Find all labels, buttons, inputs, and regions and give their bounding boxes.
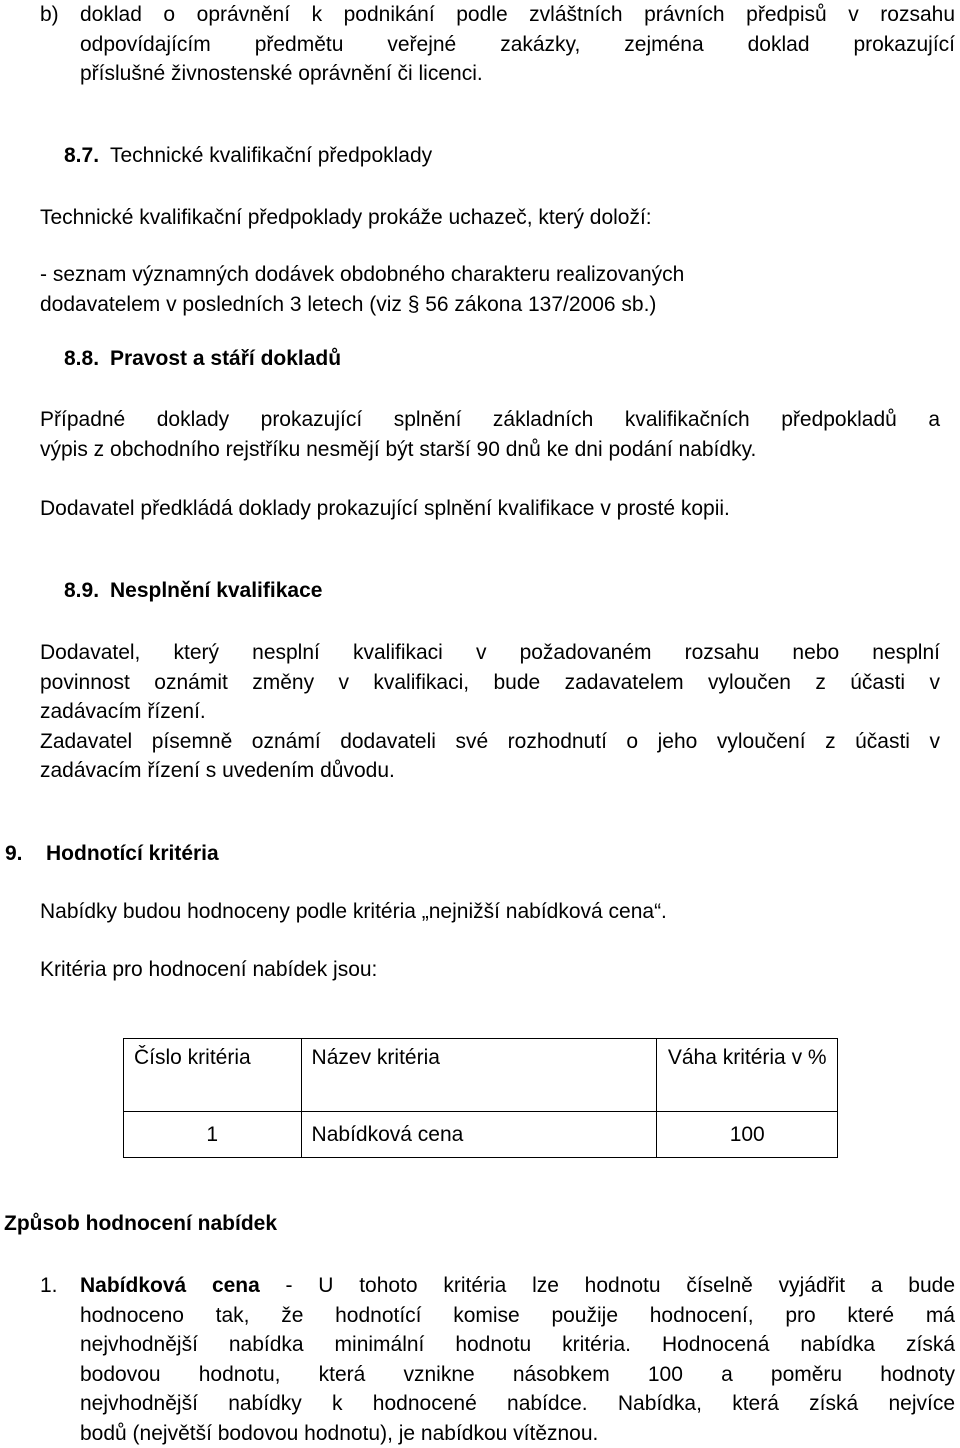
criteria-table — [123, 1038, 838, 1158]
section-number: 8.8. — [64, 347, 100, 370]
paragraph-line: Dodavatel, který nesplní kvalifikaci v požadovaném rozsahu nebo nesplní — [40, 641, 940, 664]
section-title: Hodnotící kritéria — [46, 842, 219, 865]
header-weight: Váha kritéria v % — [667, 1046, 827, 1069]
paragraph-line: zadávacím řízení. — [40, 700, 206, 723]
paragraph-line: výpis z obchodního rejstříku nesmějí být starší 90 dnů ke dni podání nabídky. — [40, 437, 757, 461]
item-b-line: příslušné živnostenské oprávnění či licenci. — [80, 62, 483, 85]
section-8-8-heading — [64, 347, 341, 371]
item-b-text — [80, 0, 955, 89]
paragraph-line: bodovou hodnotu, která vznikne násobkem 100 a poměru hodnoty — [80, 1362, 955, 1386]
evaluation-item-text — [80, 1271, 955, 1448]
paragraph-line — [80, 1271, 955, 1301]
section-title: Nesplnění kvalifikace — [110, 579, 323, 602]
cell-weight: 100 — [729, 1123, 765, 1146]
item-b-line: doklad o oprávnění k podnikání podle zvláštních právních předpisů v rozsahu — [80, 3, 955, 26]
section-8-9-text — [40, 638, 940, 786]
evaluation-heading: Způsob hodnocení nabídek — [4, 1212, 277, 1235]
section-9-paragraph-1: Nabídky budou hodnoceny podle kritéria „nejnižší nabídková cena“. — [40, 900, 667, 923]
item-b-line: odpovídajícím předmětu veřejné zakázky, zejména doklad prokazující — [80, 32, 955, 56]
section-8-8-paragraph-2: Dodavatel předkládá doklady prokazující splnění kvalifikace v prosté kopii. — [40, 497, 730, 520]
line-rest: - U tohoto kritéria lze hodnotu číselně vyjádřit a bude — [259, 1274, 955, 1297]
paragraph-line: Zadavatel písemně oznámí dodavateli své rozhodnutí o jeho vyloučení z účasti v — [40, 729, 940, 753]
section-number: 8.9. — [64, 579, 100, 602]
section-8-7-list — [40, 260, 940, 319]
cell-number: 1 — [206, 1123, 219, 1146]
section-9-heading — [0, 842, 219, 866]
paragraph-line: bodů (největší bodovou hodnotu), je nabídkou vítěznou. — [80, 1421, 599, 1445]
section-title: Pravost a stáří dokladů — [110, 347, 342, 370]
list-line: dodavatelem v posledních 3 letech (viz § 56 zákona 137/2006 sb.) — [40, 292, 657, 316]
table-cell — [124, 1112, 302, 1158]
table-header-row — [124, 1039, 838, 1112]
section-8-9-heading — [64, 579, 322, 603]
item-b-marker: b) — [40, 3, 59, 26]
table-header-cell — [301, 1039, 657, 1112]
section-8-7-heading — [64, 144, 432, 168]
section-8-8-paragraph-1 — [40, 405, 940, 464]
header-name: Název kritéria — [311, 1046, 440, 1069]
section-9-paragraph-2: Kritéria pro hodnocení nabídek jsou: — [40, 958, 378, 981]
table-header-cell — [657, 1039, 838, 1112]
table-cell — [657, 1112, 838, 1158]
paragraph-line: zadávacím řízení s uvedením důvodu. — [40, 759, 395, 782]
cell-name: Nabídková cena — [311, 1123, 464, 1146]
table-cell — [301, 1112, 657, 1158]
paragraph-line: nejvhodnější nabídky k hodnocené nabídce. Nabídka, která získá nejvíce — [80, 1392, 955, 1415]
table-header-cell — [124, 1039, 302, 1112]
table-row — [124, 1112, 838, 1158]
criterion-name: Nabídková cena — [80, 1274, 260, 1297]
paragraph-line: Případné doklady prokazující splnění základních kvalifikačních předpokladů a — [40, 408, 940, 431]
section-8-7-intro: Technické kvalifikační předpoklady prokáže uchazeč, který doloží: — [40, 206, 652, 229]
section-number: 9. — [5, 842, 23, 865]
paragraph-line: povinnost oznámit změny v kvalifikaci, bude zadavatelem vyloučen z účasti v — [40, 670, 940, 694]
list-line: - seznam významných dodávek obdobného charakteru realizovaných — [40, 263, 685, 286]
paragraph-line: nejvhodnější nabídka minimální hodnotu kritéria. Hodnocená nabídka získá — [80, 1333, 955, 1356]
paragraph-line: hodnoceno tak, že hodnotící komise použije hodnocení, pro které má — [80, 1303, 955, 1327]
header-number: Číslo kritéria — [134, 1046, 251, 1069]
evaluation-item-number: 1. — [40, 1274, 58, 1297]
section-title: Technické kvalifikační předpoklady — [110, 144, 433, 167]
section-number: 8.7. — [64, 144, 100, 167]
